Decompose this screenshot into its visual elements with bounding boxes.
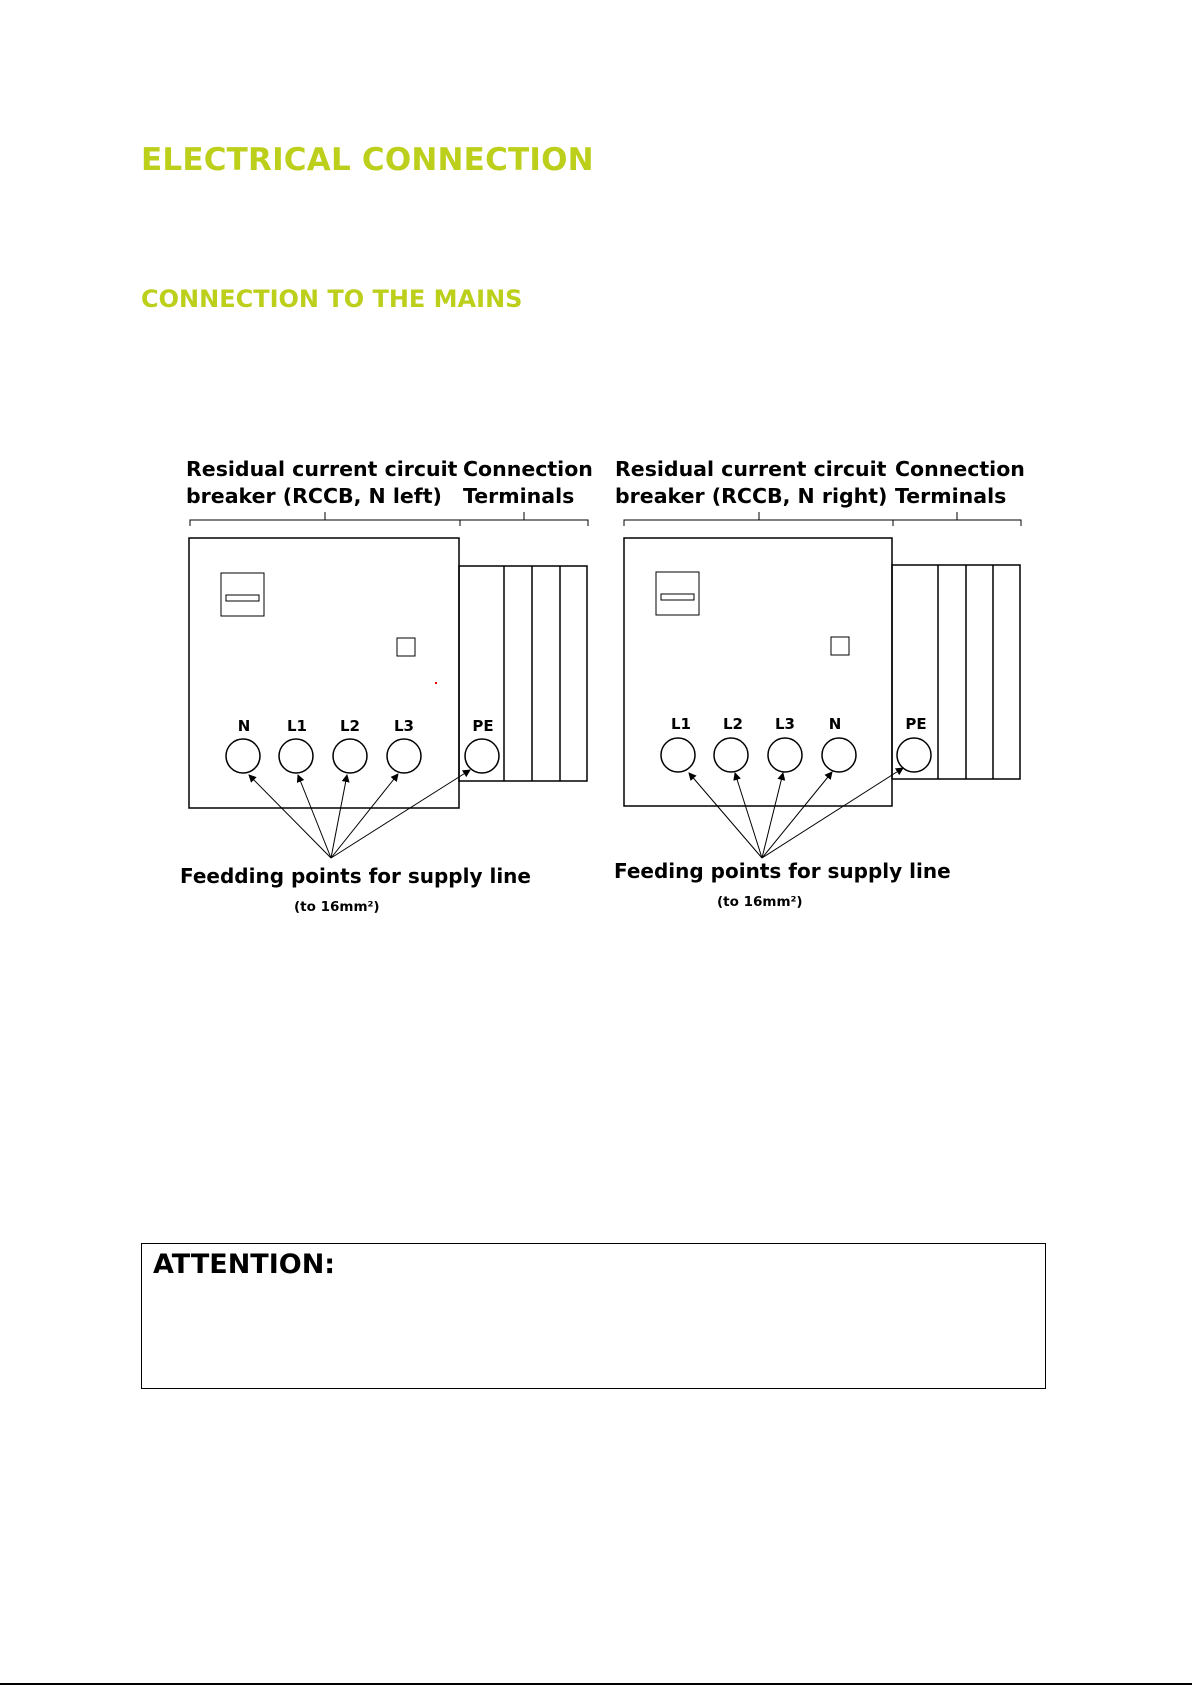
right-terminals-brace [893, 512, 1021, 526]
left-test-button [397, 638, 415, 656]
right-feed-point-1 [661, 738, 695, 772]
right-terminal-label-3: L3 [775, 715, 795, 733]
right-feeding-label: Feeding points for supply line [614, 859, 951, 883]
left-breaker-label-line1: Residual current circuit [186, 457, 458, 481]
right-feeding-note: (to 16mm²) [717, 894, 803, 910]
right-terminal-label-1: L1 [671, 715, 691, 733]
right-breaker-label-line1: Residual current circuit [615, 457, 887, 481]
left-feeding-note: (to 16mm²) [294, 899, 380, 915]
left-feed-point-5 [465, 739, 499, 773]
right-terminal-label-4: N [828, 715, 842, 733]
left-terminal-label-4: L3 [394, 717, 414, 735]
attention-title: ATTENTION: [153, 1249, 336, 1280]
left-breaker-label-line2: breaker (RCCB, N left) [186, 484, 442, 508]
left-feed-point-4 [387, 739, 421, 773]
right-feed-point-2 [714, 738, 748, 772]
left-terminal-label-3: L2 [340, 717, 360, 735]
left-feeding-label: Feedding points for supply line [180, 864, 531, 888]
left-terminal-label-2: L1 [287, 717, 307, 735]
page-title: ELECTRICAL CONNECTION [141, 142, 594, 178]
left-terminal-label-1: N [237, 717, 251, 735]
right-terminal-label-5: PE [905, 715, 927, 733]
left-terminals-label-line1: Connection [463, 457, 593, 481]
right-terminal-label-2: L2 [723, 715, 743, 733]
right-terminals-label-line2: Terminals [895, 484, 1007, 508]
right-terminal-block [892, 565, 1020, 779]
left-feed-point-1 [226, 739, 260, 773]
right-feed-point-3 [768, 738, 802, 772]
right-test-button [831, 637, 849, 655]
section-title: CONNECTION TO THE MAINS [141, 285, 523, 313]
left-breaker-brace [190, 512, 460, 526]
left-terminals-brace [460, 512, 588, 526]
right-feed-point-4 [822, 738, 856, 772]
left-terminal-label-5: PE [472, 717, 494, 735]
right-breaker-label-line2: breaker (RCCB, N right) [615, 484, 888, 508]
left-feed-arrows [249, 770, 470, 858]
diagram-right [614, 457, 1025, 910]
left-feed-point-3 [333, 739, 367, 773]
diagram-left [180, 457, 593, 915]
right-breaker-brace [624, 512, 893, 526]
right-feed-point-5 [897, 738, 931, 772]
right-feed-arrows [689, 768, 903, 858]
left-feed-point-2 [279, 739, 313, 773]
right-terminals-label-line1: Connection [895, 457, 1025, 481]
left-terminal-block [459, 566, 587, 781]
attention-box [141, 1243, 1046, 1389]
left-terminals-label-line2: Terminals [463, 484, 575, 508]
